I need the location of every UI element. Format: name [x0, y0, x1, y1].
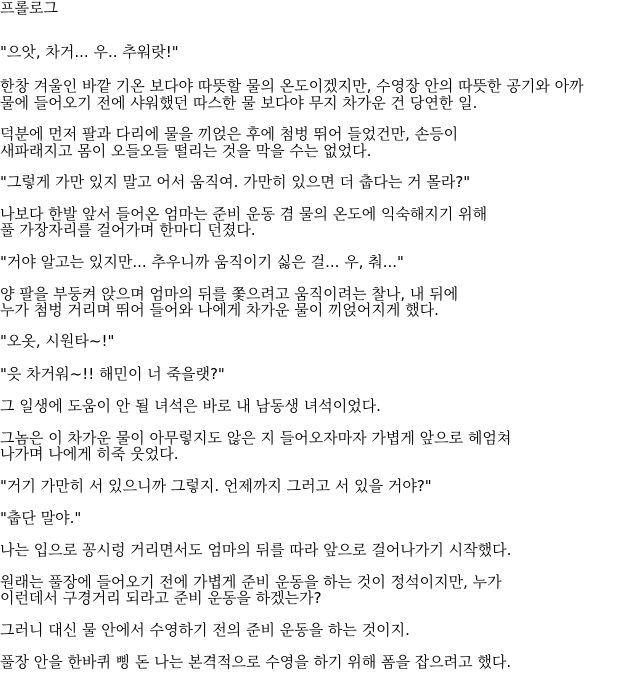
text-line: 풀장 안을 한바퀴 삥 돈 나는 본격적으로 수영을 하기 위해 폼을 잡으려고 했다.	[0, 653, 512, 671]
text-line: 이런데서 구경거리 되라고 준비 운동을 하겠는가?	[0, 589, 322, 607]
text-line: 한창 겨울인 바깥 기온 보다야 따뜻할 물의 온도이겠지만, 수영장 안의 따뜻한 공기와 아까	[0, 77, 584, 95]
text-line: 새파래지고 몸이 오들오들 떨리는 것을 막을 수는 없었다.	[0, 142, 372, 160]
text-line: "읏 차거워~!! 해민이 너 죽을랫?"	[0, 365, 225, 383]
text-line: 덕분에 먼저 팔과 다리에 물을 끼얹은 후에 첨벙 뛰어 들었건만, 손등이	[0, 125, 459, 143]
page-title: 프롤로그	[0, 0, 58, 17]
text-line: 나가며 나에게 히죽 웃었다.	[0, 445, 179, 463]
text-line: 물에 들어오기 전에 샤워했던 따스한 물 보다야 무지 차가운 건 당연한 일.	[0, 94, 478, 112]
text-line: "춥단 말야."	[0, 509, 82, 527]
text-line: 그놈은 이 차가운 물이 아무렇지도 않은 지 들어오자마자 가볍게 앞으로 헤엄쳐	[0, 429, 512, 447]
text-line: "으앗, 차거... 우.. 추워랏!"	[0, 43, 179, 61]
text-line: "거기 가만히 서 있으니까 그렇지. 언제까지 그러고 서 있을 거야?"	[0, 477, 432, 495]
text-line: "오옷, 시원타~!"	[0, 332, 115, 350]
text-line: "거야 알고는 있지만... 추우니까 움직이기 싫은 걸... 우, 춰..."	[0, 253, 404, 271]
text-line: "그렇게 가만 있지 말고 어서 움직여. 가만히 있으면 더 춥다는 거 몰라?"	[0, 173, 471, 191]
text-line: 양 팔을 부둥켜 앉으며 엄마의 뒤를 쫓으려고 움직이려는 찰나, 내 뒤에	[0, 285, 459, 303]
text-line: 나는 입으로 꽁시렁 거리면서도 엄마의 뒤를 따라 앞으로 걸어나가기 시작했다.	[0, 541, 512, 559]
text-line: 그 일생에 도움이 안 될 녀석은 바로 내 남동생 녀석이었다.	[0, 397, 381, 415]
text-line: 원래는 풀장에 들어오기 전에 가볍게 준비 운동을 하는 것이 정석이지만, 누가	[0, 573, 502, 591]
text-line: 풀 가장자리를 걸어가며 한마디 던졌다.	[0, 221, 256, 239]
text-line: 그러니 대신 물 안에서 수영하기 전의 준비 운동을 하는 것이지.	[0, 621, 410, 639]
text-line: 나보다 한발 앞서 들어온 엄마는 준비 운동 겸 물의 온도에 익숙해지기 위해	[0, 205, 488, 223]
text-line: 누가 첨벙 거리며 뛰어 들어와 나에게 차가운 물이 끼얹어지게 했다.	[0, 301, 439, 319]
